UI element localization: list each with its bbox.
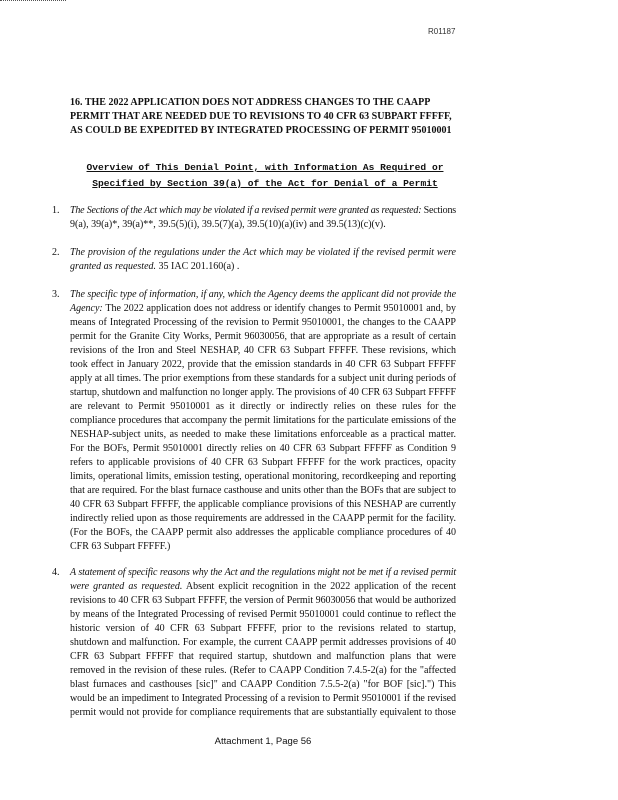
item-text: permit for the Granite City Works, Permit 96030056, that are appropriate as a result of certain (70, 331, 456, 342)
item-text: revisions of the Iron and Steel NESHAP, 40 CFR 63 Subpart FFFFF. These revisions, which (70, 345, 456, 356)
item-text: NESHAP-subject units, as needed to make these limitations enforceable as a practical matter. (70, 429, 456, 440)
item-text: are relevant to Permit 95010001 as it directly or indirectly relies on these rules for the (70, 401, 456, 412)
item-lead: were granted as requested. (70, 581, 183, 592)
item-number: 4. (52, 567, 60, 578)
item-text: The 2022 application does not address or identify changes to Permit 95010001 and, by (102, 303, 456, 314)
item-text: blast furnaces and casthouses [sic]" and CAAPP Condition 7.5.5-2(a) "for BOF [sic].") This (70, 679, 456, 690)
overview-line: Overview of This Denial Point, with Information As Required or (86, 162, 444, 173)
item-text: took effect in January 2022, provide that the emission standards in 40 CFR 63 Subpart FFFFF (70, 359, 456, 370)
item-number: 1. (52, 205, 60, 216)
item-text: indirectly relied upon as those requirements are addressed in the CAAPP permit for the facility. (70, 513, 456, 524)
item-text: Absent explicit recognition in the 2022 application of the recent (182, 581, 456, 592)
item-text: compliance procedures that accompany the permit limitations for the particulate emissions of the (70, 415, 456, 426)
section-heading (70, 96, 460, 138)
overview-heading (70, 160, 460, 192)
item-text: CFR 63 Subpart FFFFF.) (70, 541, 171, 552)
bates-number: R01187 (428, 27, 456, 36)
item-text: by means of the Integrated Processing of revised Permit 95010001 could continue to reflect the (70, 609, 456, 620)
item-text: that are required. For the blast furnace casthouse and units other than the BOFs that are subject to (70, 485, 456, 496)
item-number: 2. (52, 247, 60, 258)
item-text: revisions to 40 CFR 63 Subpart FFFFF, the version of Permit 96030056 that would be authorized (70, 595, 456, 606)
item-text: startup, shutdown and malfunction no longer apply. The provisions of 40 CFR 63 Subpart FFFFF (70, 387, 456, 398)
heading-line: 16. THE 2022 APPLICATION DOES NOT ADDRESS CHANGES TO THE CAAPP (70, 97, 431, 108)
heading-line: AS COULD BE EXPEDITED BY INTEGRATED PROCESSING OF PERMIT 95010001 (70, 125, 452, 136)
item-text: means of Integrated Processing of the revision to Permit 95010001, the changes to the CAAPP (70, 317, 456, 328)
item-lead: A statement of specific reasons why the Act and the regulations might not be met if a revised permit (70, 567, 456, 578)
item-text: Sections (421, 205, 456, 216)
item-text: 35 IAC 201.160(a) . (156, 261, 240, 272)
item-text: limits, operational limits, emission testing, operational monitoring, recordkeeping and reporting (70, 471, 456, 482)
item-lead: The Sections of the Act which may be violated if a revised permit were granted as requested: (70, 205, 422, 216)
item-text: (For the BOFs, the CAAPP permit also addresses the applicable compliance procedures of 40 (70, 527, 456, 538)
item-lead: The provision of the regulations under the Act which may be violated if the revised permit were (70, 247, 456, 258)
overview-line: Specified by Section 39(a) of the Act for Denial of a Permit (92, 178, 438, 189)
item-text: apply at all times. The prior exemptions from these standards for a subject unit during periods of (70, 373, 457, 384)
item-text: historic version of 40 CFR 63 Subpart FFFFF, prior to the revisions related to startup, (70, 623, 456, 634)
item-text: 9(a), 39(a)*, 39(a)**, 39.5(5)(i), 39.5(7)(a), 39.5(10)(a)(iv) and 39.5(13)(c)(v). (70, 219, 386, 230)
item-text: shutdown and malfunction. For example, the current CAAPP permit addresses provisions of 40 (70, 637, 456, 648)
item-text: CFR 63 Subpart FFFFF that required startup, shutdown and malfunction plans that were (70, 651, 456, 662)
item-text: For the BOFs, Permit 95010001 directly relies on 40 CFR 63 Subpart FFFFF as Condition 9 (70, 443, 456, 454)
item-text: refers to applicable provisions of 40 CFR 63 Subpart FFFFF for the work practices, opacity (70, 457, 456, 468)
item-text: would be an impediment to Integrated Processing of a revision to Permit 95010001 if the revised (70, 693, 456, 704)
item-text: removed in the revision of these rules. (Refer to CAAPP Condition 7.4.5-2(a) for the "affected (70, 665, 456, 676)
item-text: 40 CFR 63 Subpart FFFFF, the applicable compliance provisions of this NESHAP are currently (70, 499, 456, 510)
item-lead: Agency: (70, 303, 103, 314)
page-footer: Attachment 1, Page 56 (214, 736, 312, 747)
item-lead: granted as requested. (70, 261, 157, 272)
item-lead: The specific type of information, if any, which the Agency deems the applicant did not provide the (70, 289, 456, 300)
scan-dotted-line (0, 0, 66, 1)
item-text: permit would not provide for compliance requirements that are substantially equivalent to those (70, 707, 456, 718)
heading-line: PERMIT THAT ARE NEEDED DUE TO REVISIONS TO 40 CFR 63 SUBPART FFFFF, (70, 111, 452, 122)
item-number: 3. (52, 289, 60, 300)
